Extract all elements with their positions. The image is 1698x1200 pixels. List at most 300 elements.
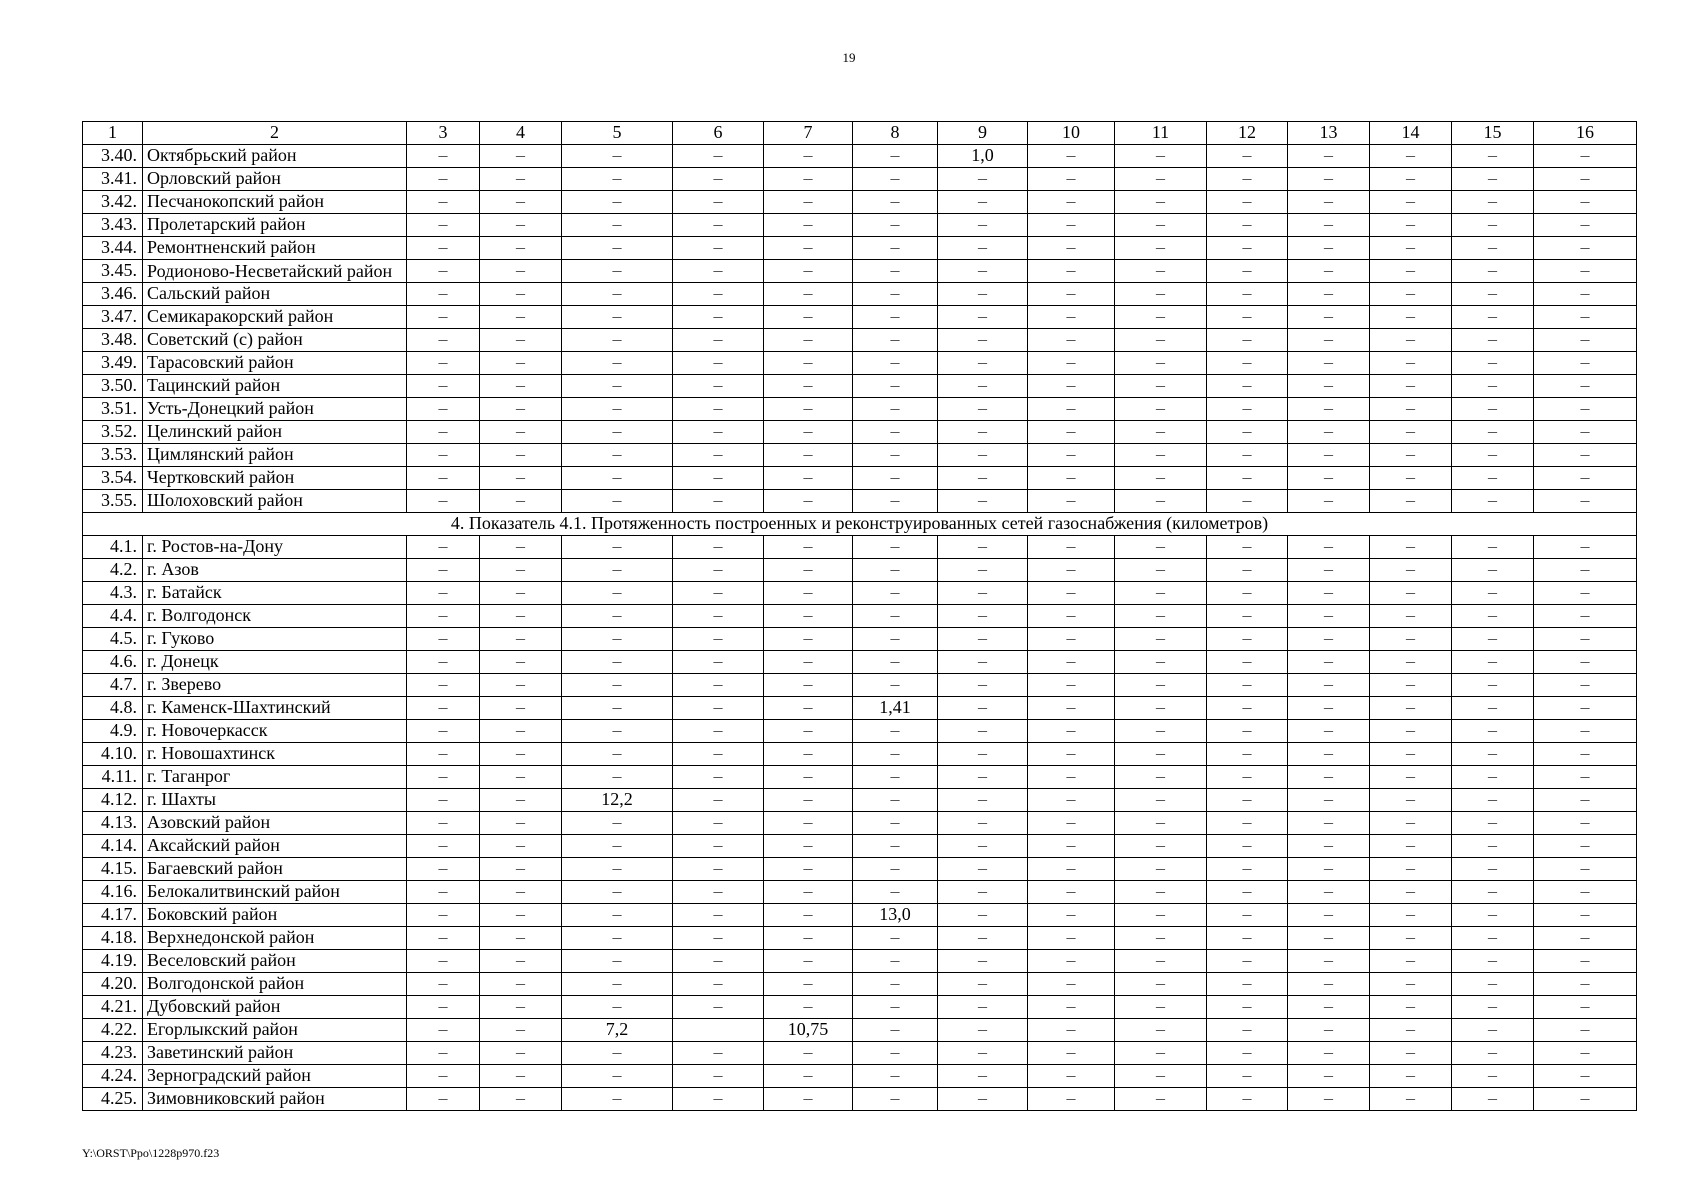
value-cell: – xyxy=(1288,1019,1370,1042)
value-cell: – xyxy=(764,651,853,674)
value-cell: – xyxy=(938,490,1028,513)
value-cell: – xyxy=(562,1042,673,1065)
value-cell: – xyxy=(1115,214,1207,237)
value-cell: – xyxy=(1028,950,1115,973)
value-cell: – xyxy=(1534,605,1637,628)
table-row xyxy=(83,835,1637,858)
value-cell: – xyxy=(562,490,673,513)
column-header: 8 xyxy=(853,122,938,145)
value-cell: – xyxy=(1115,674,1207,697)
value-cell: – xyxy=(764,674,853,697)
value-cell: – xyxy=(1207,444,1288,467)
value-cell: – xyxy=(562,145,673,168)
value-cell: – xyxy=(480,789,562,812)
value-cell: – xyxy=(1028,973,1115,996)
value-cell: – xyxy=(1028,237,1115,260)
value-cell: – xyxy=(673,628,764,651)
value-cell: – xyxy=(407,329,480,352)
value-cell: – xyxy=(853,789,938,812)
row-name: Целинский район xyxy=(143,421,407,444)
table-row xyxy=(83,766,1637,789)
value-cell: – xyxy=(1115,352,1207,375)
value-cell: – xyxy=(1534,375,1637,398)
row-name: Ремонтненский район xyxy=(143,237,407,260)
table-row xyxy=(83,398,1637,421)
row-name: Семикаракорский район xyxy=(143,306,407,329)
value-cell: – xyxy=(407,950,480,973)
column-header: 10 xyxy=(1028,122,1115,145)
row-number: 4.5. xyxy=(83,628,143,651)
value-cell: – xyxy=(673,858,764,881)
value-cell: – xyxy=(1370,1065,1452,1088)
value-cell: – xyxy=(1115,927,1207,950)
row-number: 3.44. xyxy=(83,237,143,260)
value-cell: – xyxy=(1534,467,1637,490)
value-cell: – xyxy=(1370,536,1452,559)
value-cell: – xyxy=(1452,927,1534,950)
value-cell: – xyxy=(1028,743,1115,766)
value-cell: – xyxy=(1452,306,1534,329)
value-cell: – xyxy=(764,973,853,996)
row-name: г. Таганрог xyxy=(143,766,407,789)
value-cell: – xyxy=(673,904,764,927)
row-name: Цимлянский район xyxy=(143,444,407,467)
value-cell: – xyxy=(673,421,764,444)
table-row xyxy=(83,214,1637,237)
value-cell: – xyxy=(1534,145,1637,168)
value-cell: – xyxy=(1452,835,1534,858)
value-cell: – xyxy=(1534,720,1637,743)
header-row xyxy=(83,122,1637,145)
file-path-footer: Y:\ORST\Ppo\1228p970.f23 xyxy=(82,1146,220,1160)
value-cell: – xyxy=(1452,490,1534,513)
value-cell: – xyxy=(1452,1019,1534,1042)
value-cell: – xyxy=(673,352,764,375)
value-cell: – xyxy=(938,582,1028,605)
value-cell: – xyxy=(1370,835,1452,858)
value-cell: – xyxy=(1534,1065,1637,1088)
section-row xyxy=(83,513,1637,536)
value-cell: – xyxy=(673,651,764,674)
value-cell: – xyxy=(1452,283,1534,306)
row-number: 3.51. xyxy=(83,398,143,421)
table-row xyxy=(83,950,1637,973)
value-cell: – xyxy=(1028,421,1115,444)
value-cell: – xyxy=(1028,191,1115,214)
value-cell: – xyxy=(1028,1042,1115,1065)
value-cell: – xyxy=(1207,973,1288,996)
row-name: Веселовский район xyxy=(143,950,407,973)
value-cell: – xyxy=(764,444,853,467)
column-header: 7 xyxy=(764,122,853,145)
value-cell: – xyxy=(1370,145,1452,168)
value-cell: – xyxy=(407,812,480,835)
value-cell: – xyxy=(1452,559,1534,582)
value-cell: – xyxy=(480,973,562,996)
value-cell: – xyxy=(407,927,480,950)
value-cell: – xyxy=(1452,605,1534,628)
value-cell: – xyxy=(1534,191,1637,214)
value-cell: – xyxy=(673,881,764,904)
value-cell: – xyxy=(407,352,480,375)
value-cell: – xyxy=(1207,812,1288,835)
value-cell: – xyxy=(1028,766,1115,789)
value-cell: – xyxy=(1452,996,1534,1019)
value-cell: – xyxy=(673,1065,764,1088)
value-cell: – xyxy=(938,835,1028,858)
value-cell: – xyxy=(938,467,1028,490)
value-cell: – xyxy=(1115,858,1207,881)
row-name: г. Зверево xyxy=(143,674,407,697)
value-cell: – xyxy=(480,444,562,467)
table-row xyxy=(83,674,1637,697)
value-cell: – xyxy=(1370,1042,1452,1065)
value-cell: – xyxy=(1370,467,1452,490)
table-row xyxy=(83,743,1637,766)
value-cell: – xyxy=(1534,582,1637,605)
table-row xyxy=(83,904,1637,927)
value-cell: – xyxy=(562,674,673,697)
table-row xyxy=(83,260,1637,283)
value-cell: – xyxy=(1115,835,1207,858)
value-cell: – xyxy=(764,996,853,1019)
value-cell: – xyxy=(1370,674,1452,697)
row-name: Заветинский район xyxy=(143,1042,407,1065)
value-cell: – xyxy=(853,720,938,743)
value-cell: – xyxy=(673,697,764,720)
value-cell: – xyxy=(764,283,853,306)
value-cell: – xyxy=(1534,352,1637,375)
value-cell: – xyxy=(1288,766,1370,789)
value-cell: – xyxy=(938,628,1028,651)
value-cell: – xyxy=(562,398,673,421)
value-cell: – xyxy=(938,329,1028,352)
value-cell: – xyxy=(673,191,764,214)
value-cell: – xyxy=(1028,789,1115,812)
value-cell: – xyxy=(1288,743,1370,766)
value-cell: – xyxy=(1370,237,1452,260)
table-row xyxy=(83,467,1637,490)
value-cell: – xyxy=(1288,927,1370,950)
row-name: г. Ростов-на-Дону xyxy=(143,536,407,559)
value-cell: – xyxy=(1115,421,1207,444)
value-cell: – xyxy=(480,283,562,306)
value-cell: – xyxy=(407,283,480,306)
value-cell: – xyxy=(673,168,764,191)
value-cell: – xyxy=(1115,651,1207,674)
value-cell: – xyxy=(938,375,1028,398)
value-cell: – xyxy=(938,306,1028,329)
value-cell: – xyxy=(1115,605,1207,628)
value-cell: – xyxy=(853,444,938,467)
value-cell: – xyxy=(1115,559,1207,582)
value-cell: – xyxy=(1115,743,1207,766)
column-header: 4 xyxy=(480,122,562,145)
value-cell: – xyxy=(562,881,673,904)
value-cell: – xyxy=(1452,421,1534,444)
value-cell: – xyxy=(1028,858,1115,881)
value-cell: – xyxy=(480,306,562,329)
value-cell: – xyxy=(1452,168,1534,191)
value-cell: – xyxy=(673,260,764,283)
value-cell: – xyxy=(1452,674,1534,697)
value-cell: – xyxy=(1028,214,1115,237)
value-cell: – xyxy=(480,536,562,559)
value-cell: – xyxy=(1115,237,1207,260)
row-number: 3.45. xyxy=(83,260,143,283)
value-cell: – xyxy=(1534,697,1637,720)
value-cell: – xyxy=(1028,375,1115,398)
row-name: Зерноградский район xyxy=(143,1065,407,1088)
value-cell: – xyxy=(1370,352,1452,375)
row-name: г. Донецк xyxy=(143,651,407,674)
value-cell: – xyxy=(938,559,1028,582)
value-cell: – xyxy=(764,467,853,490)
value-cell: – xyxy=(1452,881,1534,904)
value-cell: – xyxy=(480,398,562,421)
value-cell: – xyxy=(1534,1088,1637,1111)
value-cell: – xyxy=(407,444,480,467)
value-cell: – xyxy=(1288,605,1370,628)
value-cell: – xyxy=(1207,881,1288,904)
value-cell: – xyxy=(407,536,480,559)
value-cell: – xyxy=(562,168,673,191)
table-row xyxy=(83,421,1637,444)
value-cell xyxy=(673,1019,764,1042)
value-cell: – xyxy=(1534,1019,1637,1042)
table-row xyxy=(83,191,1637,214)
value-cell: – xyxy=(1207,1088,1288,1111)
value-cell: – xyxy=(1288,191,1370,214)
value-cell: – xyxy=(407,490,480,513)
value-cell: – xyxy=(1288,697,1370,720)
row-number: 3.50. xyxy=(83,375,143,398)
row-name: г. Каменск-Шахтинский xyxy=(143,697,407,720)
value-cell: – xyxy=(1452,1065,1534,1088)
row-name: Родионово-Несветайский район xyxy=(143,260,407,283)
value-cell: – xyxy=(1452,444,1534,467)
value-cell: – xyxy=(1207,237,1288,260)
value-cell: – xyxy=(938,996,1028,1019)
value-cell: – xyxy=(938,950,1028,973)
value-cell: – xyxy=(1288,904,1370,927)
table-body xyxy=(83,122,1637,1111)
value-cell: 10,75 xyxy=(764,1019,853,1042)
value-cell: – xyxy=(938,421,1028,444)
value-cell: – xyxy=(1115,812,1207,835)
value-cell: – xyxy=(673,490,764,513)
value-cell: – xyxy=(673,214,764,237)
value-cell: – xyxy=(764,329,853,352)
value-cell: – xyxy=(1370,398,1452,421)
value-cell: – xyxy=(764,145,853,168)
row-number: 4.17. xyxy=(83,904,143,927)
value-cell: – xyxy=(1534,927,1637,950)
value-cell: – xyxy=(1370,1019,1452,1042)
value-cell: – xyxy=(853,398,938,421)
value-cell: – xyxy=(764,904,853,927)
table-row xyxy=(83,628,1637,651)
section-title: 4. Показатель 4.1. Протяженность построенных и реконструированных сетей газоснабжения (километров) xyxy=(83,513,1637,536)
value-cell: – xyxy=(480,1042,562,1065)
value-cell: – xyxy=(1028,283,1115,306)
value-cell: – xyxy=(673,605,764,628)
row-number: 4.16. xyxy=(83,881,143,904)
value-cell: – xyxy=(562,950,673,973)
value-cell: – xyxy=(562,467,673,490)
value-cell: – xyxy=(938,1019,1028,1042)
row-name: Шолоховский район xyxy=(143,490,407,513)
value-cell: – xyxy=(764,1042,853,1065)
value-cell: – xyxy=(853,559,938,582)
value-cell: – xyxy=(938,927,1028,950)
value-cell: – xyxy=(853,651,938,674)
value-cell: – xyxy=(673,835,764,858)
table-row xyxy=(83,720,1637,743)
value-cell: – xyxy=(1207,858,1288,881)
value-cell: – xyxy=(673,720,764,743)
column-header: 6 xyxy=(673,122,764,145)
value-cell: – xyxy=(407,168,480,191)
value-cell: – xyxy=(1115,444,1207,467)
value-cell: – xyxy=(407,766,480,789)
value-cell: 13,0 xyxy=(853,904,938,927)
value-cell: – xyxy=(1534,766,1637,789)
value-cell: – xyxy=(1370,375,1452,398)
value-cell: – xyxy=(673,674,764,697)
value-cell: – xyxy=(853,1019,938,1042)
value-cell: – xyxy=(673,766,764,789)
value-cell: – xyxy=(938,168,1028,191)
value-cell: – xyxy=(1370,1088,1452,1111)
value-cell: – xyxy=(562,352,673,375)
row-number: 4.10. xyxy=(83,743,143,766)
row-number: 3.52. xyxy=(83,421,143,444)
value-cell: – xyxy=(562,835,673,858)
value-cell: – xyxy=(1534,812,1637,835)
row-number: 3.49. xyxy=(83,352,143,375)
value-cell: – xyxy=(1452,766,1534,789)
value-cell: – xyxy=(562,651,673,674)
value-cell: – xyxy=(407,1042,480,1065)
value-cell: – xyxy=(1115,283,1207,306)
value-cell: 12,2 xyxy=(562,789,673,812)
value-cell: – xyxy=(407,559,480,582)
value-cell: – xyxy=(480,835,562,858)
value-cell: – xyxy=(1288,973,1370,996)
value-cell: – xyxy=(1115,996,1207,1019)
value-cell: – xyxy=(1370,789,1452,812)
data-table xyxy=(82,121,1637,1111)
value-cell: – xyxy=(480,329,562,352)
value-cell: – xyxy=(407,789,480,812)
value-cell: – xyxy=(1207,720,1288,743)
row-number: 4.13. xyxy=(83,812,143,835)
value-cell: – xyxy=(1028,1019,1115,1042)
row-number: 3.47. xyxy=(83,306,143,329)
value-cell: – xyxy=(1288,145,1370,168)
table-row xyxy=(83,858,1637,881)
value-cell: – xyxy=(1534,214,1637,237)
value-cell: – xyxy=(938,973,1028,996)
row-name: Орловский район xyxy=(143,168,407,191)
table-row xyxy=(83,168,1637,191)
value-cell: – xyxy=(938,1065,1028,1088)
value-cell: – xyxy=(562,444,673,467)
value-cell: – xyxy=(1207,605,1288,628)
value-cell: – xyxy=(673,582,764,605)
row-name: г. Шахты xyxy=(143,789,407,812)
value-cell: – xyxy=(480,674,562,697)
value-cell: – xyxy=(407,605,480,628)
value-cell: – xyxy=(764,766,853,789)
value-cell: – xyxy=(764,191,853,214)
row-number: 4.15. xyxy=(83,858,143,881)
value-cell: – xyxy=(1452,950,1534,973)
value-cell: – xyxy=(1028,490,1115,513)
value-cell: – xyxy=(1028,904,1115,927)
row-number: 4.23. xyxy=(83,1042,143,1065)
value-cell: – xyxy=(938,720,1028,743)
value-cell: – xyxy=(407,904,480,927)
column-header: 9 xyxy=(938,122,1028,145)
value-cell: – xyxy=(1534,835,1637,858)
value-cell: – xyxy=(1207,697,1288,720)
row-number: 4.24. xyxy=(83,1065,143,1088)
value-cell: – xyxy=(480,191,562,214)
value-cell: – xyxy=(673,467,764,490)
table-row xyxy=(83,237,1637,260)
column-header: 5 xyxy=(562,122,673,145)
value-cell: – xyxy=(1207,904,1288,927)
value-cell: – xyxy=(1452,191,1534,214)
value-cell: – xyxy=(407,1065,480,1088)
value-cell: – xyxy=(1288,881,1370,904)
value-cell: – xyxy=(480,858,562,881)
value-cell: – xyxy=(764,168,853,191)
value-cell: – xyxy=(1534,444,1637,467)
value-cell: – xyxy=(1288,421,1370,444)
value-cell: – xyxy=(853,812,938,835)
value-cell: – xyxy=(1370,582,1452,605)
value-cell: – xyxy=(1028,398,1115,421)
value-cell: – xyxy=(938,766,1028,789)
table-row xyxy=(83,881,1637,904)
value-cell: – xyxy=(1452,582,1534,605)
value-cell: – xyxy=(1028,145,1115,168)
value-cell: – xyxy=(1452,329,1534,352)
row-name: Аксайский район xyxy=(143,835,407,858)
value-cell: – xyxy=(938,260,1028,283)
value-cell: – xyxy=(1115,720,1207,743)
value-cell: – xyxy=(407,858,480,881)
value-cell: – xyxy=(480,260,562,283)
value-cell: – xyxy=(1370,490,1452,513)
value-cell: – xyxy=(562,812,673,835)
value-cell: – xyxy=(1370,283,1452,306)
value-cell: – xyxy=(1115,950,1207,973)
value-cell: – xyxy=(764,375,853,398)
value-cell: – xyxy=(938,904,1028,927)
value-cell: – xyxy=(1370,651,1452,674)
value-cell: – xyxy=(1288,260,1370,283)
value-cell: – xyxy=(1534,490,1637,513)
value-cell: – xyxy=(1207,398,1288,421)
value-cell: – xyxy=(673,536,764,559)
value-cell: 7,2 xyxy=(562,1019,673,1042)
value-cell: – xyxy=(1207,927,1288,950)
value-cell: – xyxy=(480,145,562,168)
